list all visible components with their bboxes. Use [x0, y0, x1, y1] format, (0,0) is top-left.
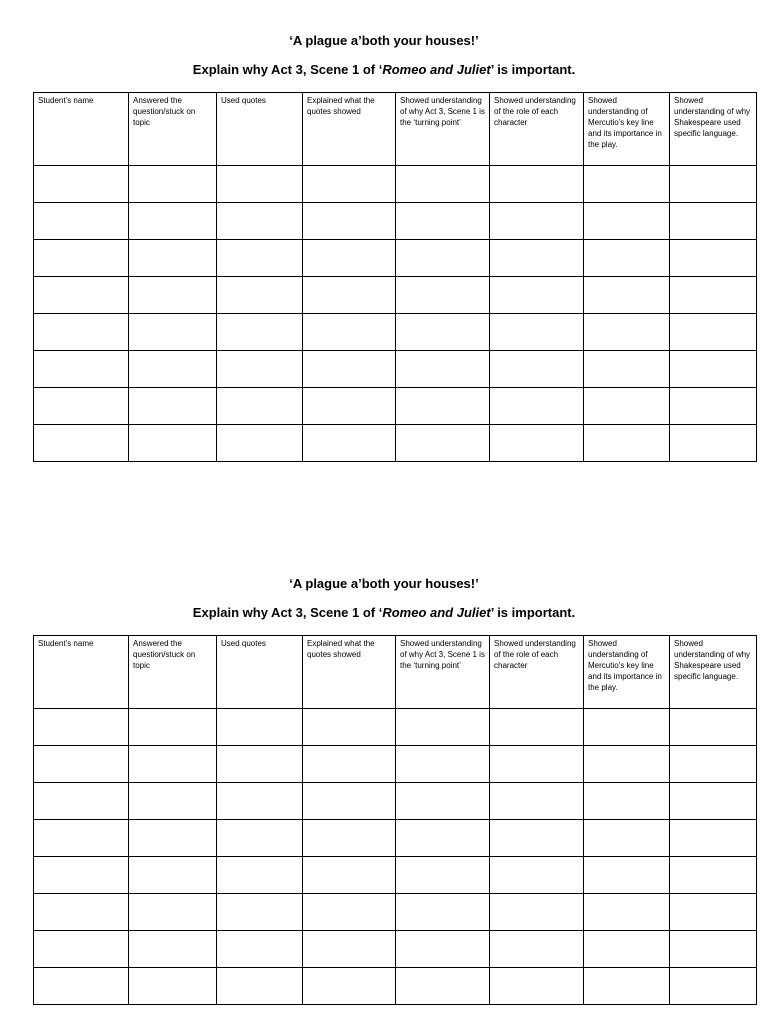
table-row: [34, 240, 757, 277]
table-cell[interactable]: [34, 820, 129, 857]
header-row: [34, 93, 757, 166]
table-cell[interactable]: [34, 166, 129, 203]
table-cell[interactable]: [490, 240, 584, 277]
table-cell[interactable]: [584, 894, 670, 931]
quote-title: ‘A plague a’both your houses!’: [289, 576, 479, 591]
table-cell[interactable]: [34, 388, 129, 425]
table-cell[interactable]: [584, 746, 670, 783]
table-row: [34, 203, 757, 240]
table-cell[interactable]: [584, 388, 670, 425]
table-cell[interactable]: [129, 709, 217, 746]
table-cell[interactable]: [584, 240, 670, 277]
column-header: Used quotes: [217, 636, 303, 709]
column-header: Student’s name: [34, 636, 129, 709]
table-cell[interactable]: [34, 277, 129, 314]
table-cell[interactable]: [396, 931, 490, 968]
table-cell[interactable]: [34, 746, 129, 783]
table-cell[interactable]: [303, 931, 396, 968]
table-cell[interactable]: [217, 709, 303, 746]
table-cell[interactable]: [129, 240, 217, 277]
table-row: [34, 709, 757, 746]
table-cell[interactable]: [129, 857, 217, 894]
table-cell[interactable]: [129, 277, 217, 314]
table-cell[interactable]: [129, 783, 217, 820]
table-cell[interactable]: [129, 388, 217, 425]
table-cell[interactable]: [490, 388, 584, 425]
table-row: [34, 746, 757, 783]
table-cell[interactable]: [670, 240, 757, 277]
table-cell[interactable]: [670, 820, 757, 857]
play-title: Romeo and Juliet: [382, 605, 491, 620]
table-cell[interactable]: [129, 203, 217, 240]
column-header: Showed understanding of the role of each character: [490, 636, 584, 709]
table-cell[interactable]: [217, 783, 303, 820]
table-cell[interactable]: [396, 166, 490, 203]
table-cell[interactable]: [303, 857, 396, 894]
table-row: [34, 425, 757, 462]
table-cell[interactable]: [303, 166, 396, 203]
table-cell[interactable]: [217, 820, 303, 857]
table-cell[interactable]: [217, 931, 303, 968]
column-header: Showed understanding of why Shakespeare used specific language.: [670, 636, 757, 709]
table-cell[interactable]: [396, 894, 490, 931]
table-cell[interactable]: [396, 240, 490, 277]
task-prefix: Explain why Act 3, Scene 1 of ‘: [192, 605, 383, 620]
table-cell[interactable]: [670, 351, 757, 388]
table-cell[interactable]: [490, 820, 584, 857]
table-cell[interactable]: [396, 314, 490, 351]
table-row: [34, 166, 757, 203]
table-cell[interactable]: [670, 166, 757, 203]
table-row: [34, 388, 757, 425]
table-cell[interactable]: [670, 931, 757, 968]
task-prefix: Explain why Act 3, Scene 1 of ‘: [192, 62, 383, 77]
assessment-table: [33, 635, 757, 1005]
table-cell[interactable]: [490, 783, 584, 820]
column-header: Student’s name: [34, 93, 129, 166]
table-cell[interactable]: [490, 709, 584, 746]
column-header: Used quotes: [217, 93, 303, 166]
column-header: Showed understanding of Mercutio’s key line and its importance in the play.: [584, 636, 670, 709]
table-cell[interactable]: [303, 894, 396, 931]
assessment-table: [33, 92, 757, 462]
table-cell[interactable]: [584, 783, 670, 820]
table-cell[interactable]: [490, 746, 584, 783]
table-cell[interactable]: [396, 968, 490, 1005]
table-cell[interactable]: [584, 931, 670, 968]
table-row: [34, 351, 757, 388]
table-cell[interactable]: [490, 894, 584, 931]
table-cell[interactable]: [584, 709, 670, 746]
table-cell[interactable]: [490, 166, 584, 203]
column-header: Showed understanding of Mercutio’s key line and its importance in the play.: [584, 93, 670, 166]
table-cell[interactable]: [217, 277, 303, 314]
table-cell[interactable]: [396, 709, 490, 746]
table-cell[interactable]: [490, 277, 584, 314]
table-cell[interactable]: [217, 166, 303, 203]
table-cell[interactable]: [303, 203, 396, 240]
table-cell[interactable]: [584, 857, 670, 894]
table-cell[interactable]: [129, 894, 217, 931]
table-row: [34, 783, 757, 820]
task-title: [0, 62, 768, 77]
table-cell[interactable]: [396, 746, 490, 783]
table-cell[interactable]: [303, 746, 396, 783]
table-cell[interactable]: [584, 314, 670, 351]
table-cell[interactable]: [34, 783, 129, 820]
column-header: Showed understanding of why Shakespeare used specific language.: [670, 93, 757, 166]
table-row: [34, 277, 757, 314]
column-header: Showed understanding of why Act 3, Scene 1 is the ‘turning point’: [396, 93, 490, 166]
table-cell[interactable]: [396, 783, 490, 820]
table-cell[interactable]: [396, 820, 490, 857]
table-cell[interactable]: [670, 709, 757, 746]
table-cell[interactable]: [34, 351, 129, 388]
table-cell[interactable]: [584, 166, 670, 203]
table-cell[interactable]: [217, 240, 303, 277]
table-cell[interactable]: [303, 240, 396, 277]
table-cell[interactable]: [490, 351, 584, 388]
table-cell[interactable]: [584, 820, 670, 857]
table-cell[interactable]: [396, 857, 490, 894]
table-body: [34, 166, 757, 462]
table-cell[interactable]: [129, 351, 217, 388]
table-cell[interactable]: [129, 820, 217, 857]
column-header: Showed understanding of the role of each character: [490, 93, 584, 166]
table-cell[interactable]: [303, 709, 396, 746]
table-row: [34, 968, 757, 1005]
table-cell[interactable]: [217, 857, 303, 894]
table-cell[interactable]: [34, 203, 129, 240]
table-cell[interactable]: [303, 968, 396, 1005]
table-cell[interactable]: [217, 746, 303, 783]
task-title: [0, 605, 768, 620]
table-cell[interactable]: [34, 709, 129, 746]
task-suffix: ’ is important.: [490, 62, 576, 77]
table-row: [34, 857, 757, 894]
column-header: Explained what the quotes showed: [303, 636, 396, 709]
column-header: Answered the question/stuck on topic: [129, 93, 217, 166]
table-body: [34, 709, 757, 1005]
table-cell[interactable]: [670, 894, 757, 931]
table-cell[interactable]: [396, 277, 490, 314]
table-cell[interactable]: [490, 314, 584, 351]
table-cell[interactable]: [129, 746, 217, 783]
table-cell[interactable]: [217, 351, 303, 388]
table-cell[interactable]: [34, 314, 129, 351]
table-cell[interactable]: [490, 931, 584, 968]
task-suffix: ’ is important.: [490, 605, 576, 620]
table-cell[interactable]: [670, 857, 757, 894]
table-cell[interactable]: [34, 894, 129, 931]
quote-title: ‘A plague a’both your houses!’: [289, 33, 479, 48]
column-header: Showed understanding of why Act 3, Scene 1 is the ‘turning point’: [396, 636, 490, 709]
header-row: [34, 636, 757, 709]
table-cell[interactable]: [34, 240, 129, 277]
table-cell[interactable]: [217, 894, 303, 931]
table-cell[interactable]: [670, 425, 757, 462]
table-cell[interactable]: [303, 425, 396, 462]
table-cell[interactable]: [303, 314, 396, 351]
table-cell[interactable]: [129, 931, 217, 968]
table-cell[interactable]: [217, 388, 303, 425]
table-cell[interactable]: [490, 425, 584, 462]
table-cell[interactable]: [303, 783, 396, 820]
table-cell[interactable]: [584, 351, 670, 388]
table-cell[interactable]: [670, 388, 757, 425]
table-cell[interactable]: [584, 968, 670, 1005]
table-cell[interactable]: [34, 857, 129, 894]
table-cell[interactable]: [584, 425, 670, 462]
table-cell[interactable]: [670, 746, 757, 783]
table-cell[interactable]: [303, 277, 396, 314]
table-cell[interactable]: [396, 203, 490, 240]
table-cell[interactable]: [670, 968, 757, 1005]
table-cell[interactable]: [490, 857, 584, 894]
table-cell[interactable]: [217, 425, 303, 462]
table-cell[interactable]: [303, 388, 396, 425]
table-cell[interactable]: [303, 351, 396, 388]
table-row: [34, 931, 757, 968]
table-cell[interactable]: [34, 931, 129, 968]
table-cell[interactable]: [303, 820, 396, 857]
table-cell[interactable]: [217, 968, 303, 1005]
table-cell[interactable]: [129, 425, 217, 462]
column-header: Answered the question/stuck on topic: [129, 636, 217, 709]
play-title: Romeo and Juliet: [382, 62, 491, 77]
table-cell[interactable]: [129, 314, 217, 351]
table-cell[interactable]: [217, 203, 303, 240]
table-cell[interactable]: [670, 783, 757, 820]
table-cell[interactable]: [217, 314, 303, 351]
table-cell[interactable]: [670, 314, 757, 351]
table-row: [34, 820, 757, 857]
table-cell[interactable]: [34, 968, 129, 1005]
table-cell[interactable]: [396, 425, 490, 462]
table-row: [34, 894, 757, 931]
table-cell[interactable]: [490, 968, 584, 1005]
table-cell[interactable]: [670, 277, 757, 314]
table-cell[interactable]: [34, 425, 129, 462]
table-cell[interactable]: [584, 203, 670, 240]
table-cell[interactable]: [396, 388, 490, 425]
table-cell[interactable]: [670, 203, 757, 240]
table-cell[interactable]: [396, 351, 490, 388]
table-row: [34, 314, 757, 351]
column-header: Explained what the quotes showed: [303, 93, 396, 166]
table-cell[interactable]: [584, 277, 670, 314]
table-cell[interactable]: [129, 166, 217, 203]
table-cell[interactable]: [129, 968, 217, 1005]
table-cell[interactable]: [490, 203, 584, 240]
